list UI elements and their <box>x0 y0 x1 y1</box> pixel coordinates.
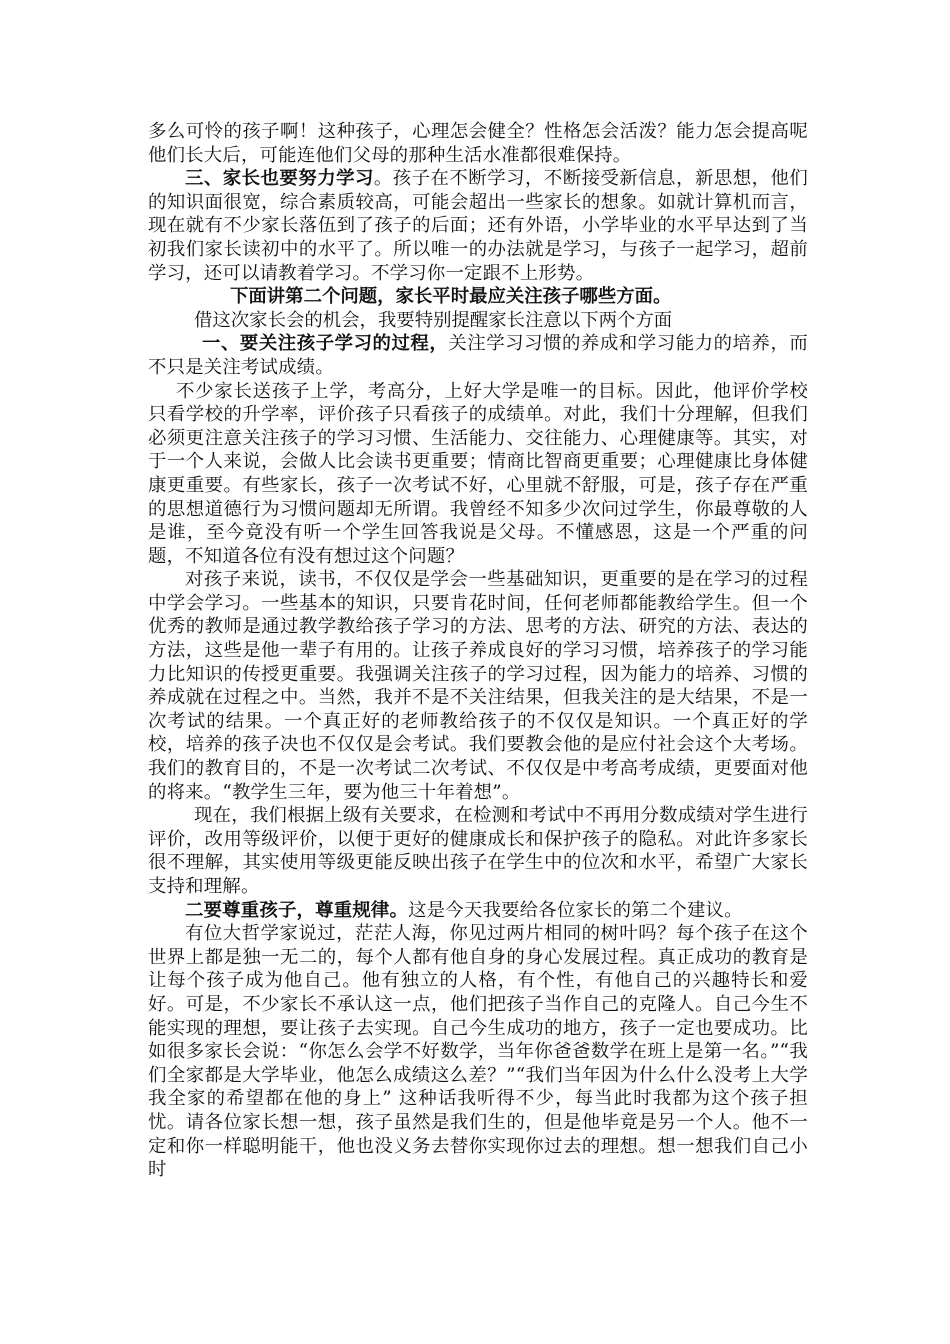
meeting-intro-line: 借这次家长会的机会，我要特别提醒家长注意以下两个方面 <box>194 309 673 331</box>
section-heading-respect-children: 二要尊重孩子，尊重规律。 <box>185 899 409 921</box>
section-heading-parents-learn: 三、家长也要努力学习 <box>185 168 374 190</box>
paragraph-respect-children <box>148 899 808 923</box>
document-page <box>148 120 808 1182</box>
question-two-heading: 下面讲第二个问题，家长平时最应关注孩子哪些方面。 <box>230 286 672 308</box>
section-heading-learning-process: 一、要关注孩子学习的过程， <box>202 333 449 355</box>
paragraph-learning-to-learn: 对孩子来说，读书，不仅仅是学会一些基础知识，更重要的是在学习的过程中学会学习。一些基本的知识，只要肯花时间，任何老师都能教给学生。但一个优秀的教师是通过教学教给孩子学习的方法、思考的方法、研究的方法、表达的方法，这些是他一辈子有用的。让孩子养成良好的学习习惯，培养孩子的学习能力比知识的传授更重要。我强调关注孩子的学习过程，因为能力的培养、习惯的养成就在过程之中。当然，我并不是不关注结果，但我关注的是大结果，不是一次考试的结果。一个真正好的老师教给孩子的不仅仅是知识。一个真正好的学校，培养的孩子决也不仅仅是会考试。我们要教会他的是应付社会这个大考场。我们的教育目的，不是一次考试二次考试、不仅仅是中考高考成绩，更要面对他的将来。“教学生三年，要为他三十年着想”。 <box>148 569 808 803</box>
paragraph-grade-levels: 现在，我们根据上级有关要求，在检测和考试中不再用分数成绩对学生进行评价，改用等级评价，以便于更好的健康成长和保护孩子的隐私。对此许多家长很不理解，其实使用等级更能反映出孩子在学生中的位次和水平，希望广大家长支持和理解。 <box>148 805 808 897</box>
paragraph-grades-focus: 不少家长送孩子上学，考高分，上好大学是唯一的目标。因此，他评价学校只看学校的升学率，评价孩子只看孩子的成绩单。对此，我们十分理解，但我们必须更注意关注孩子的学习习惯、生活能力、交往能力、心理健康等。其实，对于一个人来说，会做人比会读书更重要；情商比智商更重要；心理健康比身体健康更重要。有些家长，孩子一次考试不好，心里就不舒服，可是，孩子存在严重的思想道德行为习惯问题却无所谓。我曾经不知多少次问过学生，你最尊敬的人是谁，至今竟没有听一个学生回答我说是父母。不懂感恩，这是一个严重的问题，不知道各位有没有想过这个问题？ <box>148 380 808 567</box>
paragraph-parents-learn-text: 。孩子在不断学习，不断接受新信息，新思想，他们的知识面很宽，综合素质较高，可能会超出一些家长的想象。如就计算机而言，现在就有不少家长落伍到了孩子的后面；还有外语，小学毕业的水平早达到了当初我们家长读初中的水平了。所以唯一的办法就是学习，与孩子一起学习，超前学习，还可以请教着学习。不学习你一定跟不上形势。 <box>148 168 808 284</box>
paragraph-learning-process <box>148 332 808 379</box>
paragraph-respect-children-text: 这是今天我要给各位家长的第二个建议。 <box>408 899 743 921</box>
paragraph-parents-learn <box>148 167 808 285</box>
paragraph-unique-child: 有位大哲学家说过，茫茫人海，你见过两片相同的树叶吗？每个孩子在这个世界上都是独一无二的，每个人都有他自身的身心发展过程。真正成功的教育是让每个孩子成为他自己。他有独立的人格，有个性，有他自己的兴趣特长和爱好。可是，不少家长不承认这一点，他们把孩子当作自己的克隆人。自己今生不能实现的理想，要让孩子去实现。自己今生成功的地方，孩子一定也要成功。比如很多家长会说：“你怎么会学不好数学，当年你爸爸数学在班上是第一名。”“我们全家都是大学毕业，他怎么成绩这么差？”“我们当年因为什么什么没考上大学我全家的希望都在他的身上” 这种话我听得不少，每当此时我都为这个孩子担忧。请各位家长想一想，孩子虽然是我们生的，但是他毕竟是另一个人。他不一定和你一样聪明能干，他也没义务去替你实现你过去的理想。想一想我们自己小时 <box>148 923 808 1181</box>
paragraph-pity-children: 多么可怜的孩子啊！这种孩子，心理怎会健全？性格怎会活泼？能力怎会提高呢他们长大后，可能连他们父母的那种生活水准都很难保持。 <box>148 121 808 166</box>
paragraph-learning-process-text: 关注学习习惯的养成和学习能力的培养，而不只是关注考试成绩。 <box>148 333 808 378</box>
